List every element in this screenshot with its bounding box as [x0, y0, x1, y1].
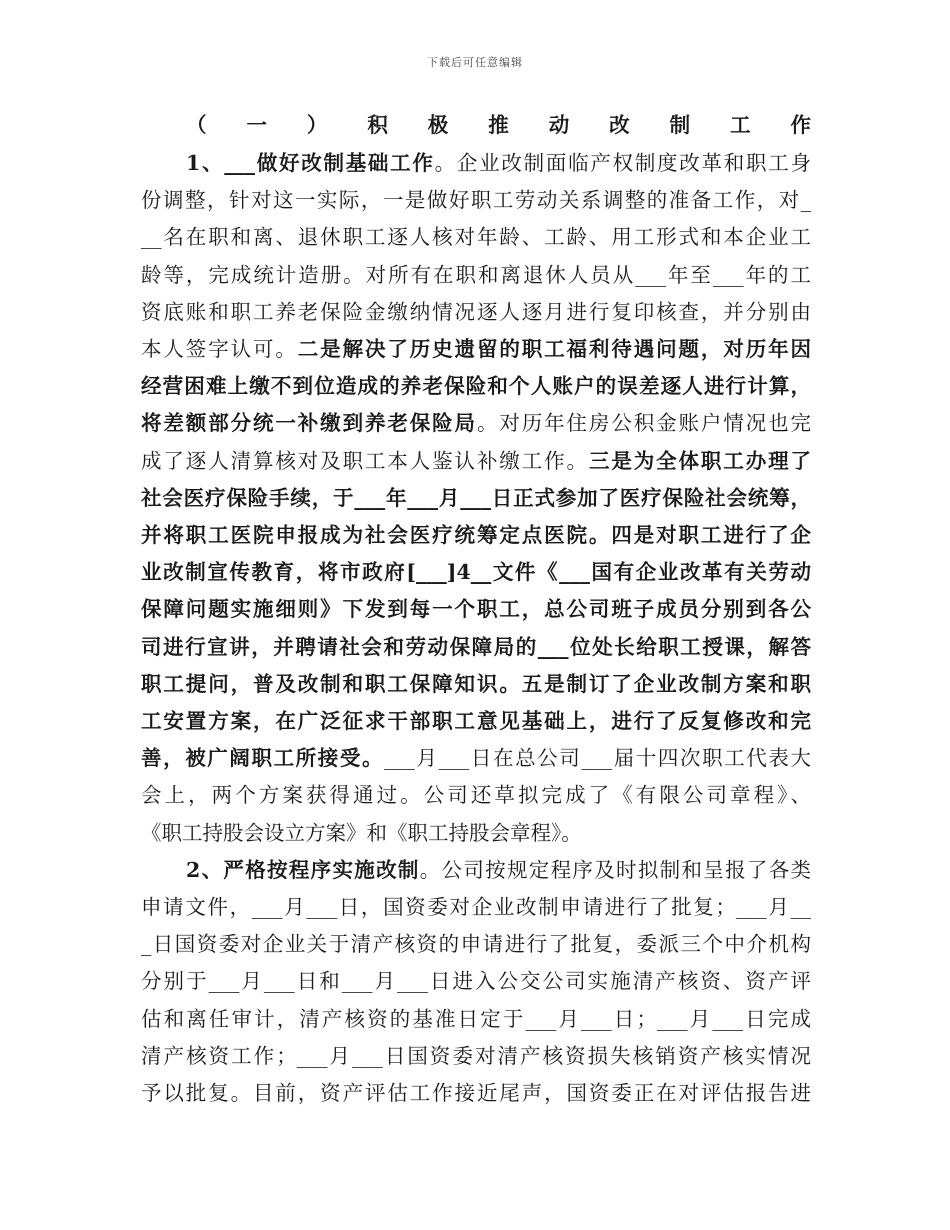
text-segment: __名在职和离、退休职工逐人核对年龄、工龄、用工形式和本企业工 — [141, 225, 811, 250]
text-line — [141, 666, 811, 703]
bold-text-segment: 三是为全体职工办理了 — [588, 448, 811, 473]
bold-text-segment: 保障问题实施细则》下发到每一个职工，总公司班子成员分别到各公 — [141, 597, 811, 622]
text-segment: 估和离任审计，清产核资的基准日定于___月___日；___月___日完成 — [141, 1006, 811, 1031]
text-line — [141, 554, 811, 591]
text-segment: 。对历年住房公积金账户情况也完 — [476, 411, 811, 436]
bold-text-segment: 1、___做好改制基础工作 — [186, 151, 435, 175]
bold-text-segment: 业改制宣传教育，将市政府[___]4__文件《___国有企业改革有关劳动 — [141, 560, 811, 585]
text-line — [141, 443, 811, 480]
text-line — [186, 145, 811, 182]
text-segment: 资底账和职工养老保险金缴纳情况逐人逐月进行复印核查，并分别由 — [141, 299, 811, 324]
text-line — [141, 480, 811, 517]
bold-text-segment: 工安置方案，在广泛征求干部职工意见基础上，进行了反复修改和完 — [141, 709, 811, 733]
text-line — [141, 405, 811, 442]
text-line — [141, 777, 811, 814]
text-segment: 会上，两个方案获得通过。公司还草拟完成了《有限公司章程》、 — [141, 783, 811, 808]
text-line — [141, 257, 811, 294]
text-line — [141, 182, 811, 219]
text-line — [141, 1075, 811, 1112]
text-line — [141, 815, 811, 852]
text-line — [141, 591, 811, 628]
text-segment: 份调整，针对这一实际，一是做好职工劳动关系调整的准备工作，对_ — [141, 188, 811, 213]
text-segment: 予以批复。目前，资产评估工作接近尾声，国资委正在对评估报告进 — [141, 1081, 811, 1105]
bold-text-segment: 经营困难上缴不到位造成的养老保险和个人账户的误差逐人进行计算， — [141, 374, 811, 399]
text-segment: 申请文件，___月___日，国资委对企业改制申请进行了批复；___月__ — [141, 895, 811, 919]
text-line — [141, 740, 811, 777]
text-segment: 龄等，完成统计造册。对所有在职和离退休人员从___年至___年的工 — [141, 262, 811, 287]
text-line — [141, 294, 811, 331]
section-heading: （一）积极推动改制工作 — [186, 113, 811, 137]
bold-text-segment: 社会医疗保险手续，于___年___月___日正式参加了医疗保险社会统筹， — [141, 485, 811, 510]
text-line — [141, 331, 811, 368]
text-line — [141, 1001, 811, 1038]
text-line — [141, 889, 811, 926]
text-segment: ___月___日在总公司___届十四次职工代表大 — [384, 746, 811, 771]
bold-text-segment: 二是解决了历史遗留的职工福利待遇问题，对历年因 — [297, 337, 811, 361]
text-line — [141, 517, 811, 554]
text-segment: 本人签字认可。 — [141, 337, 298, 361]
text-line — [141, 963, 811, 1000]
text-line — [141, 926, 811, 963]
text-line — [141, 368, 811, 405]
bold-text-segment: 并将职工医院申报成为社会医疗统筹定点医院。四是对职工进行了企 — [141, 523, 811, 547]
text-segment: 分别于___月___日和___月___日进入公交公司实施清产核资、资产评 — [141, 969, 811, 994]
text-segment: 《职工持股会设立方案》和《职工持股会章程》。 — [141, 820, 582, 845]
bold-text-segment: 善，被广阔职工所接受。 — [141, 746, 385, 771]
bold-text-segment: 职工提问，普及改制和职工保障知识。五是制订了企业改制方案和职 — [141, 671, 811, 696]
text-line — [141, 629, 811, 666]
bold-text-segment: 司进行宣讲，并聘请社会和劳动保障局的___位处长给职工授课，解答 — [141, 634, 811, 659]
text-segment: 清产核资工作；___月___日国资委对清产核资损失核销资产核实情况 — [141, 1043, 811, 1068]
text-line — [141, 1038, 811, 1075]
bold-text-segment: 2、严格按程序实施改制 — [186, 857, 420, 882]
text-segment: 成了逐人清算核对及职工本人鉴认补缴工作。 — [141, 448, 589, 473]
bold-text-segment: 将差额部分统一补缴到养老保险局 — [141, 411, 477, 436]
text-segment: 。公司按规定程序及时拟制和呈报了各类 — [419, 857, 811, 882]
text-segment: 。企业改制面临产权制度改革和职工身 — [434, 151, 811, 175]
page-header: 下载后可任意编辑 — [427, 56, 523, 69]
text-line — [141, 703, 811, 740]
text-line — [141, 219, 811, 256]
text-segment: _日国资委对企业关于清产核资的申请进行了批复，委派三个中介机构 — [141, 932, 811, 957]
text-line — [186, 852, 811, 889]
